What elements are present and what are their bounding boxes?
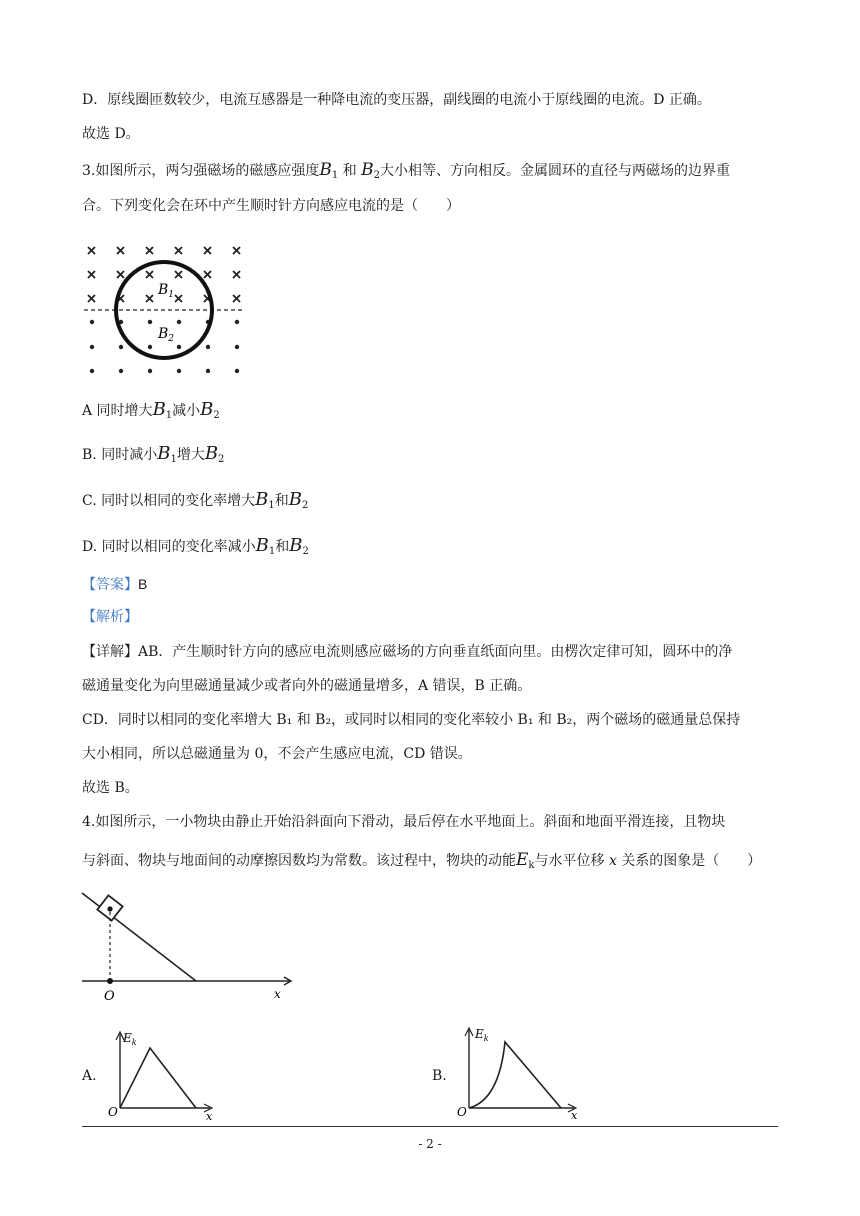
ek-curve xyxy=(120,1048,196,1108)
q3-conclusion: 故选 B。 xyxy=(82,780,139,796)
x-axis-label: x xyxy=(274,987,281,1001)
q4-incline-figure xyxy=(80,888,300,1004)
q3-stem-line2: 合。下列变化会在环中产生顺时针方向感应电流的是（ ） xyxy=(82,198,460,214)
origin-label: O xyxy=(104,989,115,1004)
q4-option-a-label: A. xyxy=(82,1068,97,1084)
q4-option-b-graph xyxy=(455,1020,580,1120)
q4-option-b-label: B. xyxy=(432,1068,447,1084)
origin-dot xyxy=(107,978,113,984)
q2-conclusion: 故选 D。 xyxy=(82,126,140,142)
x-axis-label: x xyxy=(571,1109,578,1120)
x-axis-label: x xyxy=(206,1110,213,1120)
block-center-dot xyxy=(107,906,112,911)
q3-detail-line2: 磁通量变化为向里磁通量减少或者向外的磁通量增多，A 错误，B 正确。 xyxy=(82,678,532,694)
q3-option-d: D. 同时以相同的变化率减小$B_1$和$B_2$ xyxy=(82,535,309,557)
answer-tag: 【答案】 xyxy=(82,577,138,593)
q3-detail-line4: 大小相同，所以总磁通量为 0，不会产生感应电流，CD 错误。 xyxy=(82,746,472,762)
q3-analysis-tag: 【解析】 xyxy=(82,609,138,625)
q2-option-d: D．原线圈匝数较少，电流互感器是一种降电流的变压器，副线圈的电流小于原线圈的电流。D 正确。 xyxy=(82,92,711,108)
q3-detail-line3: CD．同时以相同的变化率增大 B₁ 和 B₂，或同时以相同的变化率较小 B₁ 和 B₂，两个磁场的磁通量总保持 xyxy=(82,712,741,728)
q3-stem-line1: 3.如图所示，两匀强磁场的磁感应强度$B_1$ 和 $B_2$大小相等、方向相反。金属圆环的直径与两磁场的边界重 xyxy=(82,160,731,181)
q3-option-a: A 同时增大$B_1$减小$B_2$ xyxy=(82,399,220,421)
origin-label: O xyxy=(457,1105,467,1119)
page-number: - 2 - xyxy=(418,1137,442,1151)
q4-option-a-graph xyxy=(106,1024,216,1120)
q4-stem-line2: 与斜面、物块与地面间的动摩擦因数均为常数。该过程中，物块的动能$E_k$与水平位移 x 关系的图象是（ ） xyxy=(82,850,762,871)
q3-detail-line1: 【详解】AB．产生顺时针方向的感应电流则感应磁场的方向垂直纸面向里。由楞次定律可知，圆环中的净 xyxy=(82,644,733,660)
q4-stem-line1: 4.如图所示，一小物块由静止开始沿斜面向下滑动，最后停在水平地面上。斜面和地面平滑连接，且物块 xyxy=(82,814,726,830)
q3-option-b: B. 同时减小$B_1$增大$B_2$ xyxy=(82,443,225,465)
ek-axis-label: $E_k$ xyxy=(123,1031,137,1047)
q3-option-c: C. 同时以相同的变化率增大$B_1$和$B_2$ xyxy=(82,489,309,511)
origin-label: O xyxy=(108,1105,118,1119)
footer-rule xyxy=(82,1126,778,1127)
label-b2: $B_2$ xyxy=(158,326,175,344)
ek-axis-label: $E_k$ xyxy=(475,1027,489,1043)
ek-curve xyxy=(469,1042,561,1108)
q3-answer: 【答案】B xyxy=(82,576,148,593)
q3-magnetic-field-figure xyxy=(80,236,250,384)
label-b1: $B_1$ xyxy=(158,282,175,300)
